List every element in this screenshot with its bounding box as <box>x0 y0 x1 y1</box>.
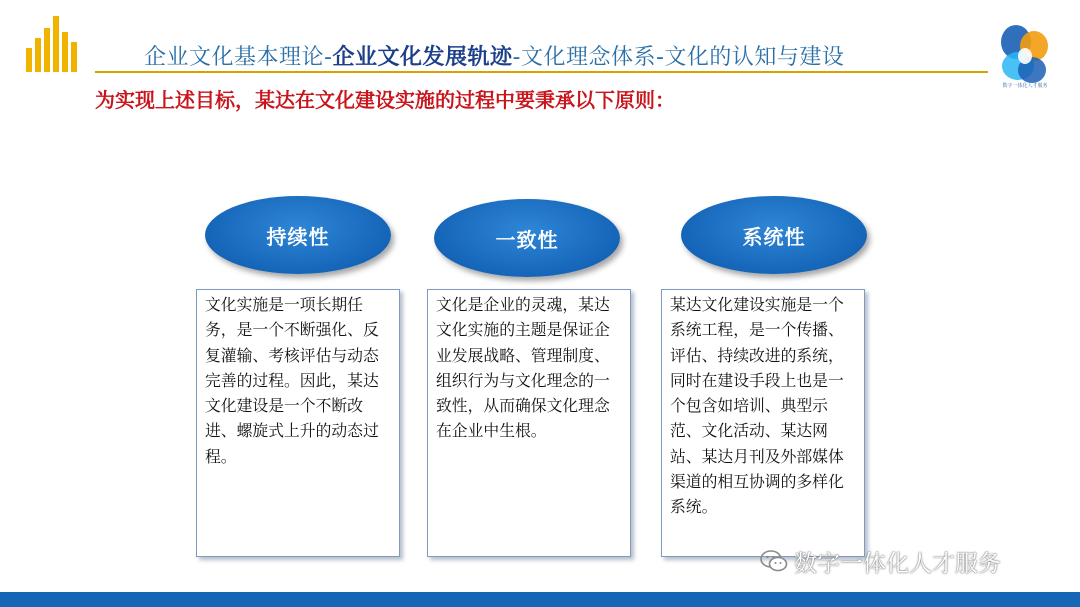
wechat-icon <box>760 549 788 573</box>
breadcrumb <box>144 40 944 71</box>
principle-card-sustainability: 文化实施是一项长期任务，是一个不断强化、反复灌输、考核评估与动态完善的过程。因此，某达文化建设是一个不断改进、螺旋式上升的动态过程。 <box>196 289 400 557</box>
breadcrumb-separator: - <box>512 45 521 70</box>
header-divider <box>95 71 988 73</box>
footer-band <box>0 592 1080 607</box>
principle-ellipse-sustainability: 持续性 <box>205 196 391 274</box>
watermark <box>760 544 1001 578</box>
principle-ellipse-consistency: 一致性 <box>434 199 620 277</box>
watermark-text: 数字一体化人才服务 <box>794 550 1001 577</box>
slide-subtitle: 为实现上述目标，某达在文化建设实施的过程中要秉承以下原则： <box>95 88 675 112</box>
principle-card-systematic: 某达文化建设实施是一个系统工程，是一个传播、评估、持续改进的系统，同时在建设手段上也是一个包含如培训、典型示范、文化活动、某达网站、某达月刊及外部媒体渠道的相互协调的多样化系统。 <box>661 289 865 557</box>
breadcrumb-item-active[interactable]: 企业文化发展轨迹 <box>332 45 513 70</box>
breadcrumb-item[interactable]: 企业文化基本理论 <box>144 45 325 70</box>
breadcrumb-separator: - <box>655 45 665 70</box>
breadcrumb-item[interactable]: 文化理念体系 <box>520 45 656 70</box>
breadcrumb-item[interactable]: 文化的认知与建设 <box>664 45 845 70</box>
bar-chart-logo-icon <box>26 16 78 72</box>
principle-ellipse-systematic: 系统性 <box>681 196 867 274</box>
breadcrumb-separator: - <box>324 45 333 70</box>
brand-caption: 数字一体化人才服务 <box>1002 83 1048 89</box>
principle-card-consistency: 文化是企业的灵魂，某达文化实施的主题是保证企业发展战略、管理制度、组织行为与文化理念的一致性，从而确保文化理念在企业中生根。 <box>427 289 631 557</box>
